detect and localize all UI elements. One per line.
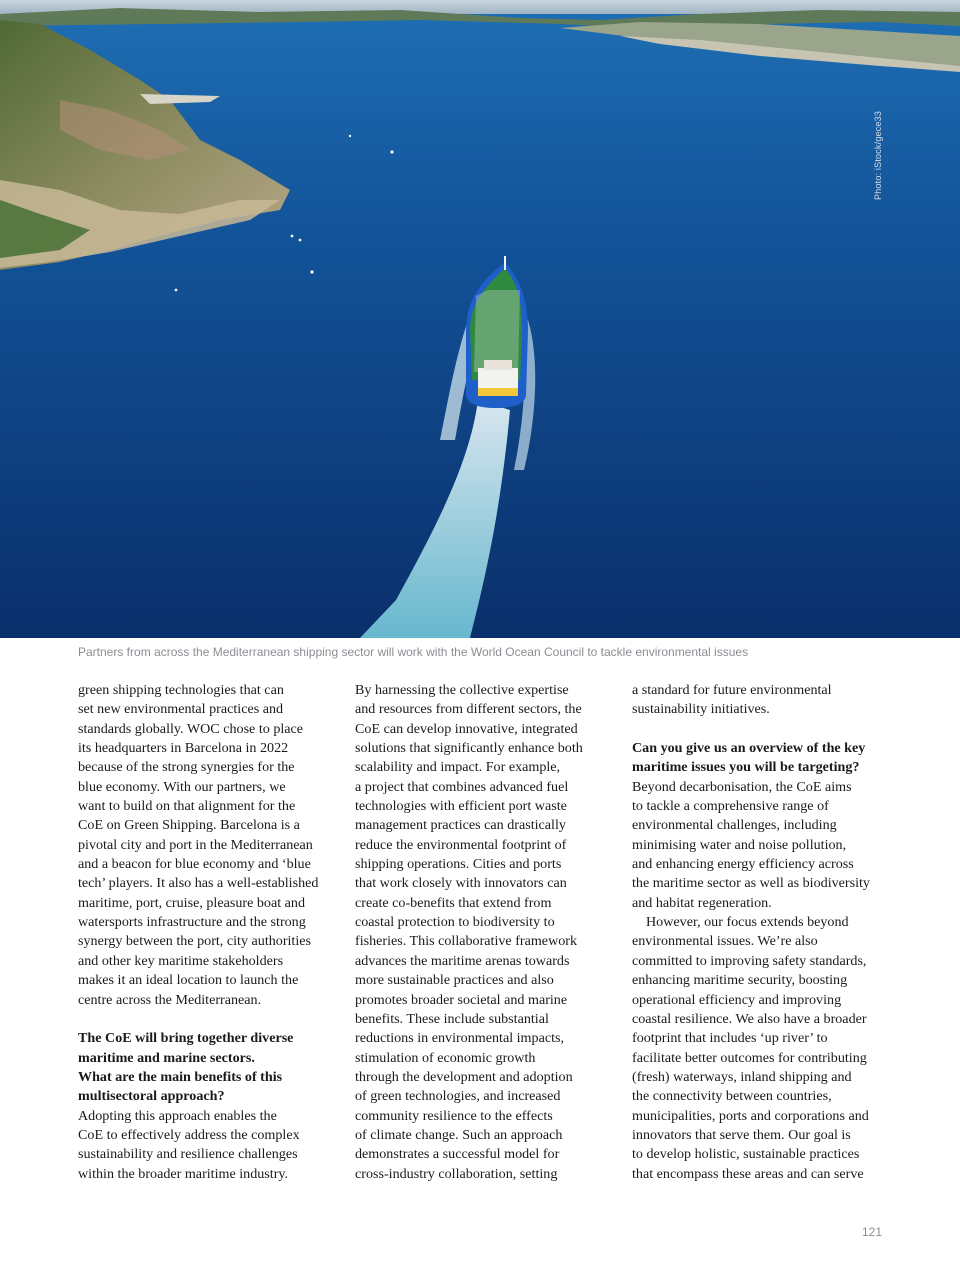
text-line: However, our focus extends beyond xyxy=(646,914,849,931)
text-line: municipalities, ports and corporations and xyxy=(632,1107,869,1124)
text-line: committed to improving safety standards, xyxy=(632,952,867,969)
text-line: enhancing maritime security, boosting xyxy=(632,972,848,989)
page-number: 121 xyxy=(862,1225,883,1239)
text-line: because of the strong synergies for the xyxy=(78,759,295,776)
text-line: synergy between the port, city authorities xyxy=(78,933,312,950)
text-line: facilitate better outcomes for contributing xyxy=(632,1049,867,1066)
photo-caption: Partners from across the Mediterranean shipping sector will work with the World Ocean Council to tackle environmental issues xyxy=(78,645,749,659)
paragraph-gap xyxy=(632,720,890,739)
text-line: more sustainable practices and also xyxy=(355,972,554,989)
text-line: to develop holistic, sustainable practices xyxy=(632,1146,860,1163)
article-column-2 xyxy=(355,681,607,1184)
text-line: footprint that includes ‘up river’ to xyxy=(632,1030,828,1047)
text-line: By harnessing the collective expertise xyxy=(355,682,569,698)
text-line: advances the maritime arenas towards xyxy=(355,952,570,969)
text-line: CoE on Green Shipping. Barcelona is a xyxy=(78,817,300,834)
question-heading: Can you give us an overview of the key xyxy=(632,740,866,757)
text-line: coastal resilience. We also have a broader xyxy=(632,1010,867,1027)
text-line: through the development and adoption xyxy=(355,1068,573,1085)
text-line: blue economy. With our partners, we xyxy=(78,778,286,795)
text-line: shipping operations. Cities and ports xyxy=(355,856,562,873)
text-line: stimulation of economic growth xyxy=(355,1049,536,1066)
hero-photo xyxy=(0,0,960,638)
text-line: benefits. These include substantial xyxy=(355,1010,549,1027)
text-line: that work closely with innovators can xyxy=(355,875,567,892)
text-line: that encompass these areas and can serve xyxy=(632,1165,864,1182)
text-line: cross-industry collaboration, setting xyxy=(355,1165,558,1182)
text-line: CoE can develop innovative, integrated xyxy=(355,720,578,737)
text-line: makes it an ideal location to launch the xyxy=(78,972,299,989)
text-line: the connectivity between countries, xyxy=(632,1088,832,1105)
text-line: (fresh) waterways, inland shipping and xyxy=(632,1068,852,1085)
text-line: and resources from different sectors, the xyxy=(355,701,582,718)
text-line: watersports infrastructure and the strong xyxy=(78,914,306,931)
text-line: operational efficiency and improving xyxy=(632,991,842,1008)
text-line: centre across the Mediterranean. xyxy=(78,991,262,1008)
text-line: environmental challenges, including xyxy=(632,817,837,834)
text-line: a standard for future environmental xyxy=(632,682,832,698)
text-line: demonstrates a successful model for xyxy=(355,1146,560,1163)
text-line: pivotal city and port in the Mediterranean xyxy=(78,836,313,853)
text-line: set new environmental practices and xyxy=(78,701,284,718)
text-line: solutions that significantly enhance both xyxy=(355,740,583,757)
text-line: of green technologies, and increased xyxy=(355,1088,561,1105)
text-line: within the broader maritime industry. xyxy=(78,1165,289,1182)
text-line: Beyond decarbonisation, the CoE aims xyxy=(632,778,852,795)
text-line: sustainability and resilience challenges xyxy=(78,1146,298,1163)
text-line: reduce the environmental footprint of xyxy=(355,836,567,853)
text-line: management practices can drastically xyxy=(355,817,566,834)
question-heading: maritime and marine sectors. xyxy=(78,1049,255,1066)
text-line: technologies with efficient port waste xyxy=(355,798,567,815)
text-line: maritime, port, cruise, pleasure boat and xyxy=(78,894,305,911)
text-line: coastal protection to biodiversity to xyxy=(355,914,555,931)
text-line: scalability and impact. For example, xyxy=(355,759,561,776)
question-heading: The CoE will bring together diverse xyxy=(78,1030,294,1047)
text-line: to tackle a comprehensive range of xyxy=(632,798,829,815)
text-line: sustainability initiatives. xyxy=(632,701,770,718)
text-line: environmental issues. We’re also xyxy=(632,933,818,950)
text-line: and other key maritime stakeholders xyxy=(78,952,284,969)
paragraph-gap xyxy=(78,1010,330,1029)
question-heading: What are the main benefits of this xyxy=(78,1068,283,1085)
text-line: standards globally. WOC chose to place xyxy=(78,720,304,737)
text-line: and habitat regeneration. xyxy=(632,894,772,911)
text-line: and a beacon for blue economy and ‘blue xyxy=(78,856,311,873)
article-column-3 xyxy=(632,681,890,1184)
text-line: fisheries. This collaborative framework xyxy=(355,933,578,950)
question-heading: multisectoral approach? xyxy=(78,1088,225,1105)
text-line: green shipping technologies that can xyxy=(78,682,284,698)
text-line: Adopting this approach enables the xyxy=(78,1107,277,1124)
text-line: innovators that serve them. Our goal is xyxy=(632,1126,851,1143)
text-line: create co-benefits that extend from xyxy=(355,894,552,911)
article-column-1 xyxy=(78,681,330,1184)
ship-aerial-illustration xyxy=(0,0,960,638)
text-line: of climate change. Such an approach xyxy=(355,1126,563,1143)
text-line: promotes broader societal and marine xyxy=(355,991,568,1008)
text-line: CoE to effectively address the complex xyxy=(78,1126,300,1143)
text-line: a project that combines advanced fuel xyxy=(355,778,569,795)
text-line: reductions in environmental impacts, xyxy=(355,1030,565,1047)
text-line: its headquarters in Barcelona in 2022 xyxy=(78,740,289,757)
text-line: and enhancing energy efficiency across xyxy=(632,856,854,873)
text-line: want to build on that alignment for the xyxy=(78,798,296,815)
text-line: tech’ players. It also has a well-established xyxy=(78,875,319,892)
photo-credit: Photo: iStock/gece33 xyxy=(873,110,883,200)
text-line: the maritime sector as well as biodiversity xyxy=(632,875,870,892)
text-line: community resilience to the effects xyxy=(355,1107,553,1124)
text-line: minimising water and noise pollution, xyxy=(632,836,847,853)
question-heading: maritime issues you will be targeting? xyxy=(632,759,860,776)
